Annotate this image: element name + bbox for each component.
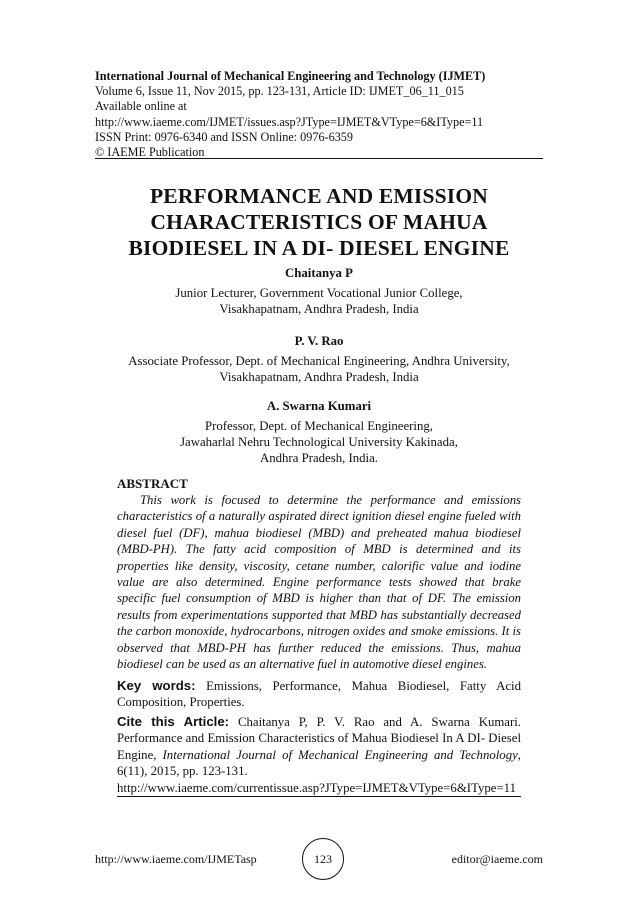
affiliation-line: Associate Professor, Dept. of Mechanical Engineering, Andhra University, <box>128 354 510 368</box>
journal-url-link[interactable]: http://www.iaeme.com/IJMET/issues.asp?JType=IJMET&VType=6&IType=11 <box>95 114 484 129</box>
volume-line: Volume 6, Issue 11, Nov 2015, pp. 123-131, Article ID: IJMET_06_11_015 <box>95 84 464 99</box>
header-divider <box>95 158 543 159</box>
title-line: PERFORMANCE AND EMISSION <box>149 184 489 208</box>
affiliation-line: Junior Lecturer, Government Vocational Junior College, <box>175 286 463 300</box>
author-block-3 <box>95 398 543 466</box>
available-online-text: Available online at <box>95 99 187 114</box>
author-affiliation <box>95 353 543 385</box>
issn-line: ISSN Print: 0976-6340 and ISSN Online: 0976-6359 <box>95 129 353 144</box>
affiliation-line: Visakhapatnam, Andhra Pradesh, India <box>219 370 419 384</box>
paper-title <box>80 183 558 261</box>
journal-header <box>95 69 543 160</box>
keywords <box>117 678 521 711</box>
abstract-text: This work is focused to determine the performance and emissions characteristics of a naturally aspirated direct ignition diesel engine fueled with diesel fuel (DF), mahua biodiesel (MBD) and preheated mahua biodiesel (MBD-PH). The fatty acid composition of MBD is determined and its properties like density, viscosity, cetane number, calorific value and iodine value are also determined. Engine performance tests showed that brake specific fuel consumption of MBD is higher than that of DF. The emission results from experimentations supported that MBD has substantially decreased the carbon monoxide, hydrocarbons, nitrogen oxides and smoke emissions. It is observed that MBD-PH has further reduced the emissions. Thus, mahua biodiesel can be used as an alternative fuel in automotive diesel engines. <box>117 493 521 672</box>
citation-url-link[interactable]: http://www.iaeme.com/currentissue.asp?JType=IJMET&VType=6&IType=11 <box>117 780 516 795</box>
abstract-heading: ABSTRACT <box>117 476 188 491</box>
footer-email-link[interactable]: editor@iaeme.com <box>451 852 543 866</box>
journal-name: International Journal of Mechanical Engineering and Technology (IJMET) <box>95 69 486 83</box>
title-line: BIODIESEL IN A DI- DIESEL ENGINE <box>128 236 510 260</box>
author-affiliation <box>95 285 543 317</box>
citation <box>117 714 521 796</box>
affiliation-line: Jawaharlal Nehru Technological University Kakinada, <box>180 435 458 449</box>
publisher-line: © IAEME Publication <box>95 145 205 160</box>
author-name: Chaitanya P <box>285 266 353 280</box>
author-block-2 <box>95 333 543 385</box>
title-line: CHARACTERISTICS OF MAHUA <box>150 210 488 234</box>
author-name: A. Swarna Kumari <box>266 399 372 413</box>
keywords-text: Emissions, Performance, Mahua Biodiesel, Fatty Acid Composition, Properties. <box>117 679 521 710</box>
affiliation-line: Visakhapatnam, Andhra Pradesh, India <box>219 302 419 316</box>
footer-website-link[interactable]: http://www.iaeme.com/IJMETasp <box>95 852 257 866</box>
affiliation-line: Professor, Dept. of Mechanical Engineering, <box>205 419 433 433</box>
citation-text: Chaitanya P, P. V. Rao and A. Swarna Kumari. Performance and Emission Characteristics of Mahua Biodiesel In A DI- Diesel Engine, <box>117 715 521 762</box>
author-affiliation <box>95 418 543 466</box>
citation-volume: , 6(11), 2015, pp. 123-131. <box>117 747 521 779</box>
keywords-label: Key words: <box>117 678 196 693</box>
author-block-1 <box>95 265 543 317</box>
citation-divider <box>117 796 521 797</box>
citation-journal: International Journal of Mechanical Engineering and Technology <box>162 747 518 762</box>
citation-label: Cite this Article: <box>117 714 230 729</box>
affiliation-line: Andhra Pradesh, India. <box>260 451 378 465</box>
author-name: P. V. Rao <box>294 334 344 348</box>
page-number: 123 <box>302 838 344 880</box>
